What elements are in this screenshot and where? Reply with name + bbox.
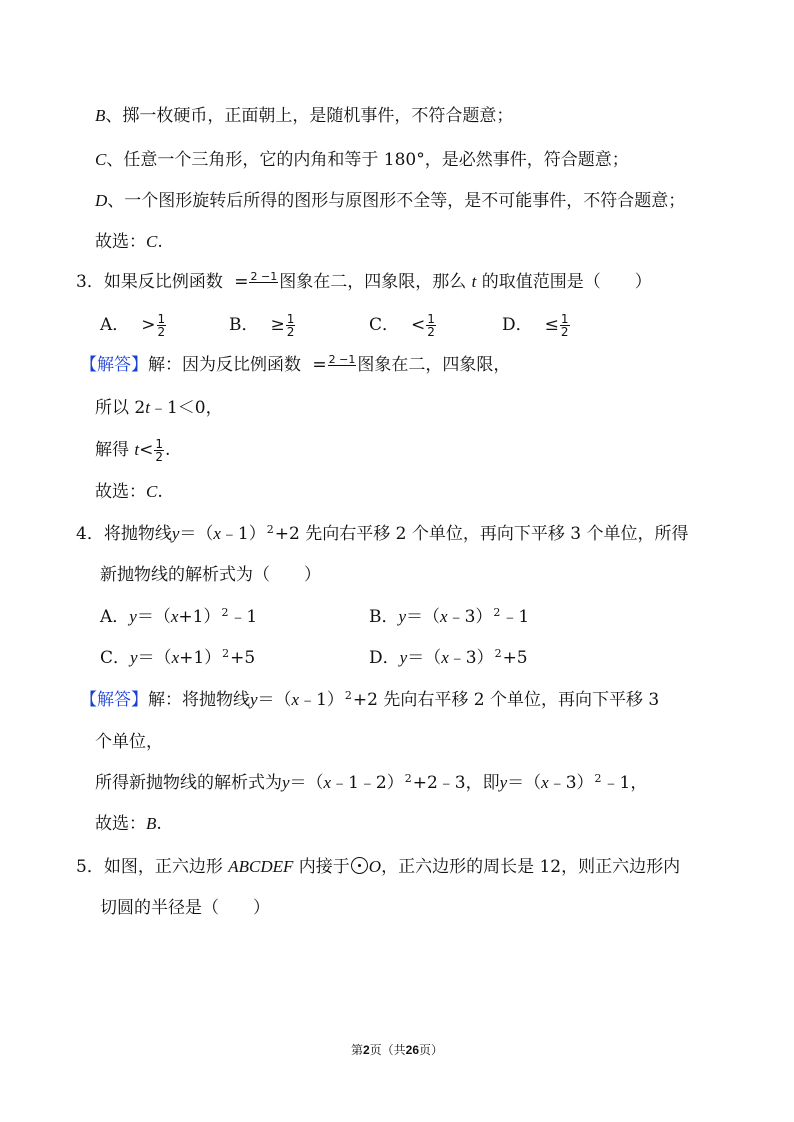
answer-letter: C <box>146 232 158 251</box>
option-label: D． <box>502 315 533 335</box>
variable-x: x <box>541 773 549 792</box>
answer-suffix: . <box>156 814 162 834</box>
fraction-numerator: 1 <box>286 312 295 326</box>
option-text: ＝（ <box>406 607 441 627</box>
result-text: ＝（ <box>289 773 324 793</box>
fraction <box>157 313 167 338</box>
stem-text: 切圆的半径是（ ） <box>100 898 270 918</box>
variable-y: y <box>499 773 508 792</box>
stem-text: 如果反比例函数 <box>103 272 223 292</box>
page-footer <box>0 1041 794 1058</box>
fraction <box>560 313 570 338</box>
fraction-denominator <box>249 283 278 294</box>
fraction-denominator: 2 <box>157 325 166 339</box>
q2-answer <box>95 230 163 254</box>
option-text: +5 <box>230 648 256 668</box>
q4-result <box>95 771 647 797</box>
question-number: 4． <box>76 524 104 544</box>
option-label: A． <box>100 607 130 627</box>
option-text: 、掷一枚硬币，正面朝上，是随机事件，不符合题意； <box>105 106 514 126</box>
equals-sign: = <box>312 355 327 375</box>
option-d-explanation <box>95 189 685 213</box>
variable-y: y <box>399 648 408 667</box>
option-symbol: > <box>141 315 156 335</box>
option-label: C． <box>369 315 400 335</box>
step-text: ﹣1＜0， <box>149 398 223 418</box>
variable-x: x <box>170 607 179 626</box>
step-text: 解得 <box>95 440 129 460</box>
exponent: 2 <box>404 772 412 785</box>
option-text: 、任意一个三角形，它的内角和等于 180°，是必然事件，符合题意； <box>106 150 629 170</box>
variable-x: x <box>323 773 332 792</box>
exponent: 2 <box>344 689 352 702</box>
fraction <box>154 438 164 463</box>
exponent: 2 <box>494 647 502 660</box>
solution-text: 解：因为反比例函数 <box>148 355 301 375</box>
fraction <box>328 354 357 377</box>
option-symbol: ≥ <box>270 315 285 335</box>
stem-text: ＝（ <box>179 524 214 544</box>
solution-text: +2 先向右平移 2 个单位，再向下平移 3 <box>352 690 660 710</box>
exponent: 2 <box>594 772 602 785</box>
solution-text: ﹣1） <box>299 690 344 710</box>
q4-stem <box>76 522 688 548</box>
answer-letter: B <box>146 814 157 833</box>
variable-x: x <box>441 648 449 667</box>
q4-option-d <box>369 646 528 672</box>
result-text: +2﹣3，即 <box>412 773 500 793</box>
answer-prefix: 故选： <box>95 232 146 252</box>
stem-text: 图象在二，四象限，那么 <box>279 272 467 292</box>
option-text: +5 <box>502 648 528 668</box>
option-symbol: < <box>411 315 426 335</box>
answer-prefix: 故选： <box>95 482 146 502</box>
variable-y: y <box>250 690 258 709</box>
solution-tag: 【解答】 <box>80 690 148 710</box>
q4-option-b <box>369 605 529 631</box>
circle-dot-icon <box>351 857 368 874</box>
step-text: . <box>165 440 171 460</box>
circle-label: O <box>368 857 382 876</box>
stem-text: +2 先向右平移 2 个单位，再向下平移 3 个单位，所得 <box>274 524 689 544</box>
fraction-numerator: 1 <box>427 312 435 326</box>
q3-answer <box>95 480 163 504</box>
fraction-numerator: 1 <box>155 437 164 451</box>
q3-option-c <box>369 313 437 338</box>
fraction-denominator: 2 <box>286 325 295 339</box>
result-text: ﹣1， <box>602 773 648 793</box>
option-label: B． <box>369 607 399 627</box>
q3-option-a <box>100 313 167 338</box>
hexagon-label: ABCDEF <box>228 857 294 876</box>
fraction-numerator: 2 −1 <box>250 270 278 283</box>
variable-y: y <box>398 607 407 626</box>
question-number: 5． <box>76 857 104 877</box>
result-text: ﹣1﹣2） <box>331 773 404 793</box>
answer-letter: C <box>146 482 158 501</box>
exponent: 2 <box>266 523 274 536</box>
result-text: ﹣3） <box>548 773 594 793</box>
page-number: 2 <box>362 1043 370 1057</box>
variable-x: x <box>291 690 300 709</box>
answer-suffix: . <box>157 232 163 252</box>
option-text: +1） <box>179 648 222 668</box>
exponent: 2 <box>493 606 501 619</box>
variable-t: t <box>134 440 140 459</box>
fraction-denominator: 2 <box>560 325 569 339</box>
variable-x: x <box>440 607 448 626</box>
option-label: C． <box>100 648 131 668</box>
step-text: 所以 2 <box>95 398 146 418</box>
solution-text: 个单位， <box>95 732 163 752</box>
result-text: ＝（ <box>507 773 542 793</box>
fraction <box>426 313 436 338</box>
variable-y: y <box>171 524 180 543</box>
stem-text: 内接于 <box>298 857 350 877</box>
step-symbol: < <box>139 440 154 460</box>
option-text: ＝（ <box>407 648 442 668</box>
option-b-explanation <box>95 104 513 128</box>
option-text: ﹣1 <box>501 607 530 627</box>
answer-suffix: . <box>157 482 163 502</box>
q5-stem-line-2 <box>100 896 270 920</box>
solution-tag: 【解答】 <box>80 355 148 375</box>
fraction-numerator: 2 −1 <box>328 353 356 366</box>
option-text: ﹣3） <box>448 648 494 668</box>
option-text: +1） <box>178 607 221 627</box>
answer-prefix: 故选： <box>95 814 146 834</box>
q5-stem <box>76 855 680 879</box>
option-c-explanation <box>95 148 629 172</box>
option-letter: B <box>95 106 106 125</box>
q4-solution <box>80 688 659 714</box>
total-pages: 26 <box>405 1043 420 1057</box>
result-text: 所得新抛物线的解析式为 <box>95 773 282 793</box>
stem-text: 将抛物线 <box>103 524 172 544</box>
variable-y: y <box>282 773 290 792</box>
stem-text: 的取值范围是（ ） <box>481 272 652 292</box>
stem-text: ﹣1） <box>220 524 266 544</box>
q4-stem-line-2 <box>100 563 321 587</box>
fraction-denominator: 2 <box>427 325 435 339</box>
fraction <box>249 271 278 294</box>
fraction-denominator <box>328 366 357 377</box>
footer-text: 页（共 <box>369 1043 406 1057</box>
footer-text: 页） <box>419 1043 444 1057</box>
q4-solution-line-2 <box>95 730 163 754</box>
q4-answer <box>95 812 162 836</box>
footer-text: 第 <box>350 1043 363 1057</box>
stem-text: 如图，正六边形 <box>103 857 223 877</box>
option-letter: C <box>95 150 107 169</box>
variable-y: y <box>129 607 137 626</box>
solution-text: 图象在二，四象限， <box>357 355 511 375</box>
stem-text: 新抛物线的解析式为（ ） <box>100 565 321 585</box>
variable-t: t <box>145 398 150 417</box>
option-label: B． <box>229 315 259 335</box>
variable-y: y <box>130 648 138 667</box>
q3-solution <box>80 353 510 377</box>
option-text: ﹣3） <box>447 607 493 627</box>
question-number: 3． <box>76 272 104 292</box>
option-text: ﹣1 <box>229 607 258 627</box>
q3-step-2 <box>95 438 170 463</box>
q3-option-b <box>229 313 296 338</box>
exponent: 2 <box>222 647 230 660</box>
option-symbol: ≤ <box>544 315 559 335</box>
option-text: 、一个图形旋转后所得的图形与原图形不全等，是不可能事件，不符合题意； <box>107 191 686 211</box>
option-label: A． <box>100 315 130 335</box>
equals-sign: = <box>234 272 249 292</box>
q4-option-c <box>100 646 255 672</box>
q4-option-a <box>100 605 257 631</box>
solution-text: ＝（ <box>257 690 292 710</box>
fraction-denominator: 2 <box>155 450 164 464</box>
fraction-numerator: 1 <box>157 312 166 326</box>
fraction-numerator: 1 <box>560 312 569 326</box>
option-text: ＝（ <box>137 648 172 668</box>
option-text: ＝（ <box>136 607 171 627</box>
variable-x: x <box>213 524 221 543</box>
option-letter: D <box>95 191 108 210</box>
q3-step-1 <box>95 396 223 420</box>
q3-option-d <box>502 313 571 338</box>
stem-text: ，正六边形的周长是 12，则正六边形内 <box>381 857 681 877</box>
solution-text: 解：将抛物线 <box>148 690 250 710</box>
variable-x: x <box>171 648 180 667</box>
option-label: D． <box>369 648 400 668</box>
fraction <box>286 313 296 338</box>
exponent: 2 <box>221 606 229 619</box>
q3-stem <box>76 270 652 294</box>
variable-t: t <box>471 272 477 291</box>
